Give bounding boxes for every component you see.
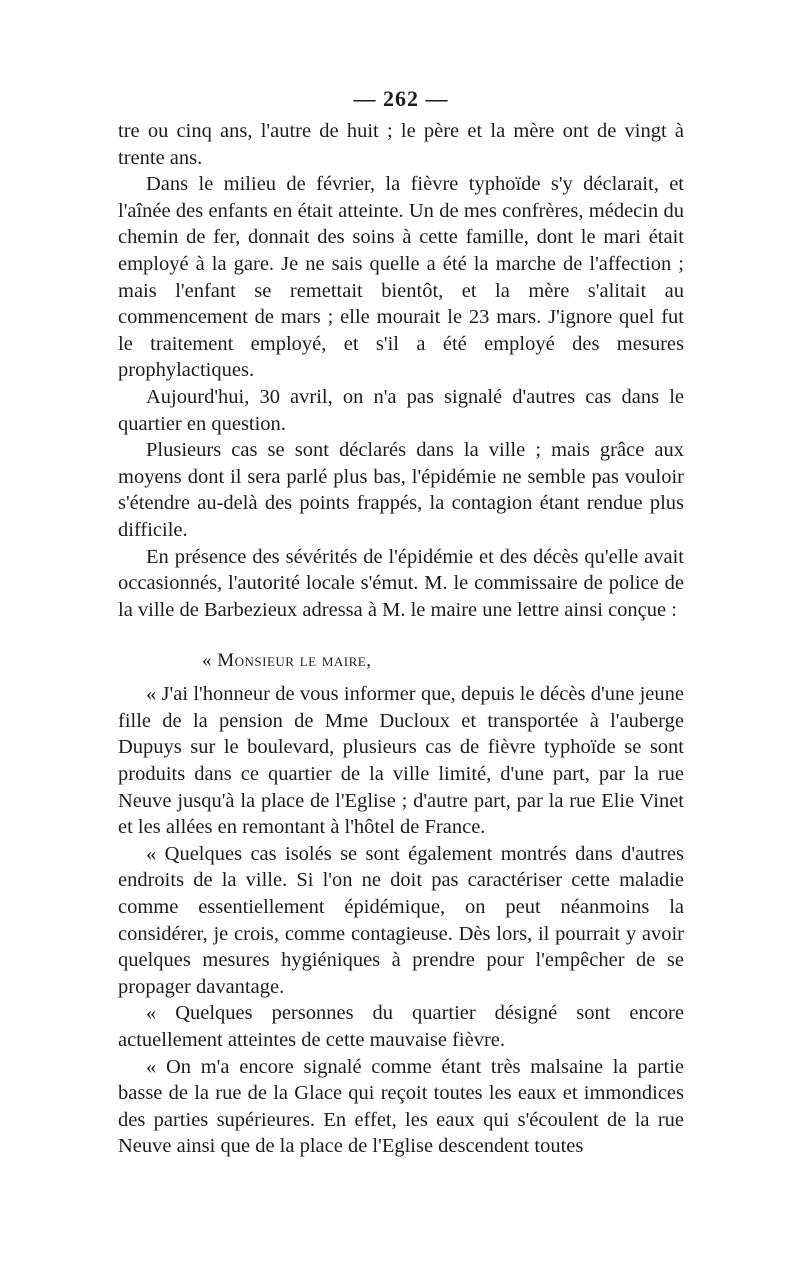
letter-paragraph-rue-glace: « On m'a encore signalé comme étant très malsaine la partie basse de la rue de la Glace qui reçoit toutes les eaux et immondices des parties supérieures. En effet, les eaux qui s'écoulent de la rue Neuve ainsi que de la place de l'Eglise descendent toutes [118, 1055, 684, 1158]
book-page [118, 86, 684, 1160]
paragraph-authority: En présence des sévérités de l'épidémie et des décès qu'elle avait occasionnés, l'autorité locale s'émut. M. le commissaire de police de la ville de Barbezieux adressa à M. le maire une lettre ainsi conçue : [118, 545, 684, 621]
paragraph-city-cases: Plusieurs cas se sont déclarés dans la ville ; mais grâce aux moyens dont il sera parlé plus bas, l'épidémie ne semble pas vouloir s'étendre au-delà des points frappés, la contagion étant rendue plus difficile. [118, 439, 684, 541]
paragraph-fever-case: Dans le milieu de février, la fièvre typhoïde s'y déclarait, et l'aînée des enfants en était atteinte. Un de mes confrères, médecin du chemin de fer, donnait des soins à cette famille, dont le mari était employé à la gare. Je ne sais quelle a été la marche de l'affection ; mais l'enfant se remettait bientôt, et la mère s'alitait au commencement de mars ; elle mourait le 23 mars. J'ignore quel fut le traitement employé, et s'il a été employé des mesures prophylactiques. [118, 173, 684, 382]
letter-paragraph-still-ill: « Quelques personnes du quartier désigné sont encore actuellement atteintes de cette mauvaise fièvre. [118, 1002, 684, 1051]
paragraph-continuation: tre ou cinq ans, l'autre de huit ; le père et la mère ont de vingt à trente ans. [118, 120, 684, 169]
letter-paragraph-isolated-cases: « Quelques cas isolés se sont également montrés dans d'autres endroits de la ville. Si l'on ne doit pas caractériser cette maladie comme essentiellement épidémique, on peut néanmoins la considérer, je crois, comme contagieuse. Dès lors, il pourrait y avoir quelques mesures hygiéniques à prendre pour l'empêcher de se propager davantage. [118, 842, 684, 998]
letter-salutation-text: « Monsieur le maire, [202, 650, 372, 672]
paragraph-april-30: Aujourd'hui, 30 avril, on n'a pas signalé d'autres cas dans le quartier en question. [118, 385, 684, 435]
letter-paragraph-honor: « J'ai l'honneur de vous informer que, depuis le décès d'une jeune fille de la pension de Mme Ducloux et transportée à l'auberge Dupuys sur le boulevard, plusieurs cas de fièvre typhoïde se sont produits dans ce quartier de la ville limité, d'une part, par la rue Neuve jusqu'à la place de l'Eglise ; d'autre part, par la rue Elie Vinet et les allées en remontant à l'hôtel de France. [118, 683, 684, 839]
letter-salutation [118, 649, 684, 673]
page-number: — 262 — [353, 86, 449, 111]
